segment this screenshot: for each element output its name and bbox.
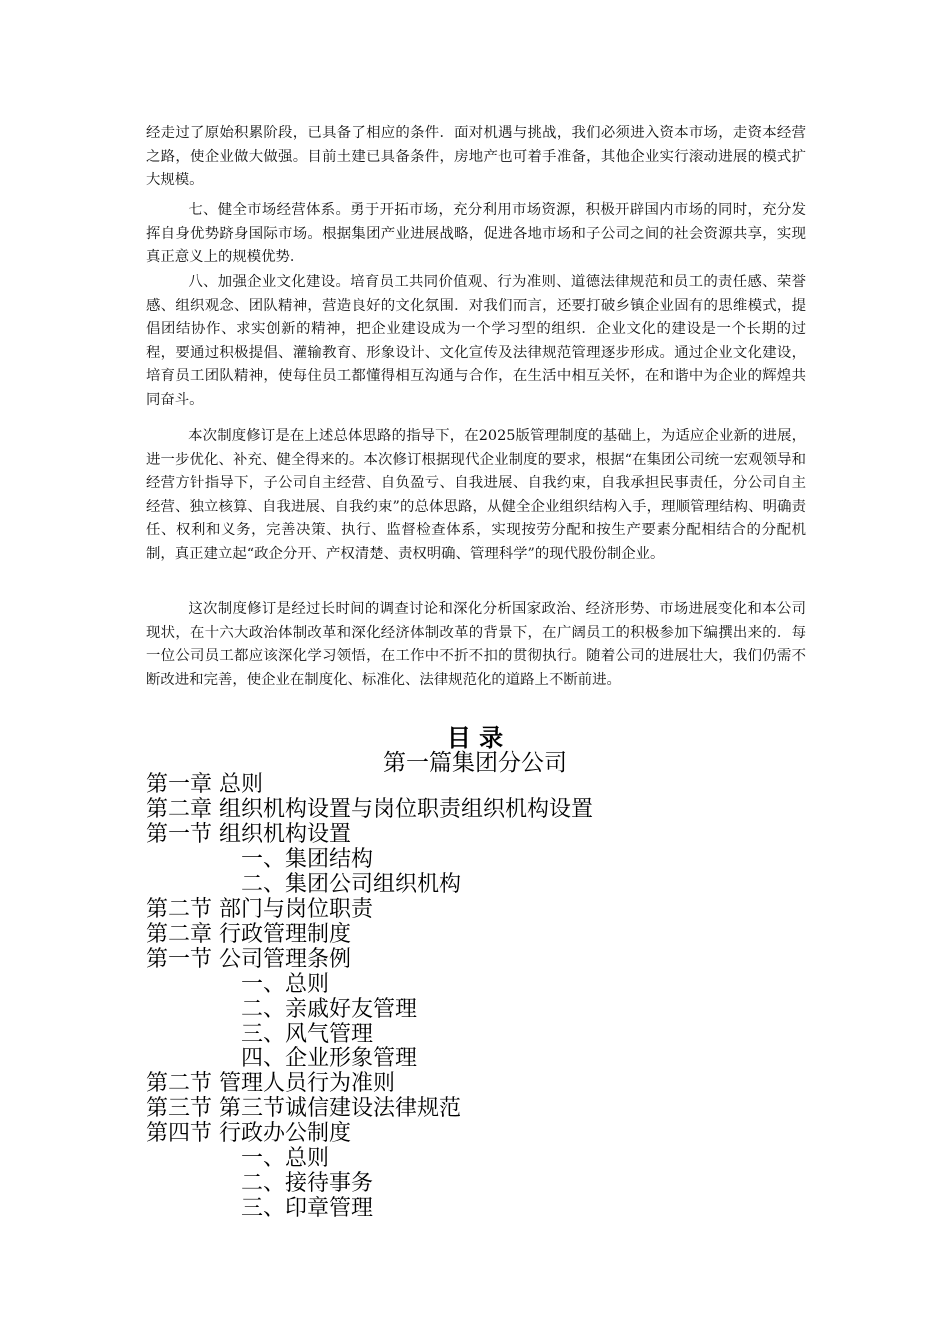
toc-entry: 四、企业形象管理 bbox=[241, 1046, 418, 1071]
toc-entry: 三、风气管理 bbox=[241, 1022, 374, 1047]
paragraph-capital-market: 经走过了原始积累阶段，已具备了相应的条件．面对机遇与挑战，我们必须进入资本市场，走资本经营之路，使企业做大做强。目前土建已具备条件，房地产也可着手准备，其他企业实行滚动进展的模式扩大规模。 bbox=[146, 125, 806, 189]
toc-entry: 二、集团公司组织机构 bbox=[241, 872, 462, 897]
toc-subtitle: 第一篇集团分公司 bbox=[383, 750, 567, 776]
toc-entry: 第二节 管理人员行为准则 bbox=[146, 1071, 395, 1096]
toc-entry: 二、亲戚好友管理 bbox=[241, 997, 418, 1022]
toc-entry: 第四节 行政办公制度 bbox=[146, 1121, 351, 1146]
toc-entry: 第二章 组织机构设置与岗位职责组织机构设置 bbox=[146, 797, 593, 822]
toc-title: 目 录 bbox=[446, 724, 504, 752]
toc-entry: 第一节 组织机构设置 bbox=[146, 822, 351, 847]
toc-entry: 二、接待事务 bbox=[241, 1171, 374, 1196]
toc-entry: 一、总则 bbox=[241, 972, 330, 997]
paragraph-revision-basis: 本次制度修订是在上述总体思路的指导下，在2025版管理制度的基础上，为适应企业新的进展，进一步优化、补充、健全得来的。本次修订根据现代企业制度的要求，根据“在集团公司统一宏观领导和经营方针指导下，子公司自主经营、自负盈亏、自我进展、自我约束，自我承担民事责任，分公司自主经营、独立核算、自我进展、自我约束”的总体思路，从健全企业组织结构入手，理顺管理结构、明确责任、权利和义务，完善决策、执行、监督检查体系，实现按劳分配和按生产要素分配相结合的分配机制，真正建立起“政企分开、产权清楚、责权明确、管理科学”的现代股份制企业。 bbox=[146, 428, 806, 562]
paragraph-revision-process: 这次制度修订是经过长时间的调查讨论和深化分析国家政治、经济形势、市场进展变化和本公司现状，在十六大政治体制改革和深化经济体制改革的背景下，在广阔员工的积极参加下编撰出来的．每一位公司员工都应该深化学习领悟，在工作中不折不扣的贯彻执行。随着公司的进展壮大，我们仍需不断改进和完善，使企业在制度化、标准化、法律规范化的道路上不断前进。 bbox=[146, 601, 806, 688]
paragraph-corporate-culture: 八、加强企业文化建设。培育员工共同价值观、行为准则、道德法律规范和员工的责任感、荣誉感、组织观念、团队精神，营造良好的文化氛围．对我们而言，还要打破乡镇企业固有的思维模式，提倡团结协作、求实创新的精神，把企业建设成为一个学习型的组织．企业文化的建设是一个长期的过程，要通过积极提倡、灌输教育、形象设计、文化宣传及法律规范管理逐步形成。通过企业文化建设，培育员工团队精神，使每住员工都懂得相互沟通与合作，在生活中相互关怀，在和谐中为企业的辉煌共同奋斗。 bbox=[146, 274, 806, 408]
toc-entry: 一、总则 bbox=[241, 1146, 330, 1171]
toc-entry: 三、印章管理 bbox=[241, 1196, 374, 1221]
toc-entry: 第三节 第三节诚信建设法律规范 bbox=[146, 1096, 461, 1121]
toc-entry: 第二节 部门与岗位职责 bbox=[146, 897, 373, 922]
toc-entry: 第一章 总则 bbox=[146, 772, 263, 797]
toc-entry: 一、集团结构 bbox=[241, 847, 374, 872]
toc-entry: 第二章 行政管理制度 bbox=[146, 922, 351, 947]
paragraph-market-system: 七、健全市场经营体系。勇于开拓市场，充分利用市场资源，积极开辟国内市场的同时，充分发挥自身优势跻身国际市场。根据集团产业进展战略，促进各地市场和子公司之间的社会资源共享，实现真正意义上的规模优势． bbox=[146, 202, 806, 266]
toc-entry: 第一节 公司管理条例 bbox=[146, 947, 351, 972]
